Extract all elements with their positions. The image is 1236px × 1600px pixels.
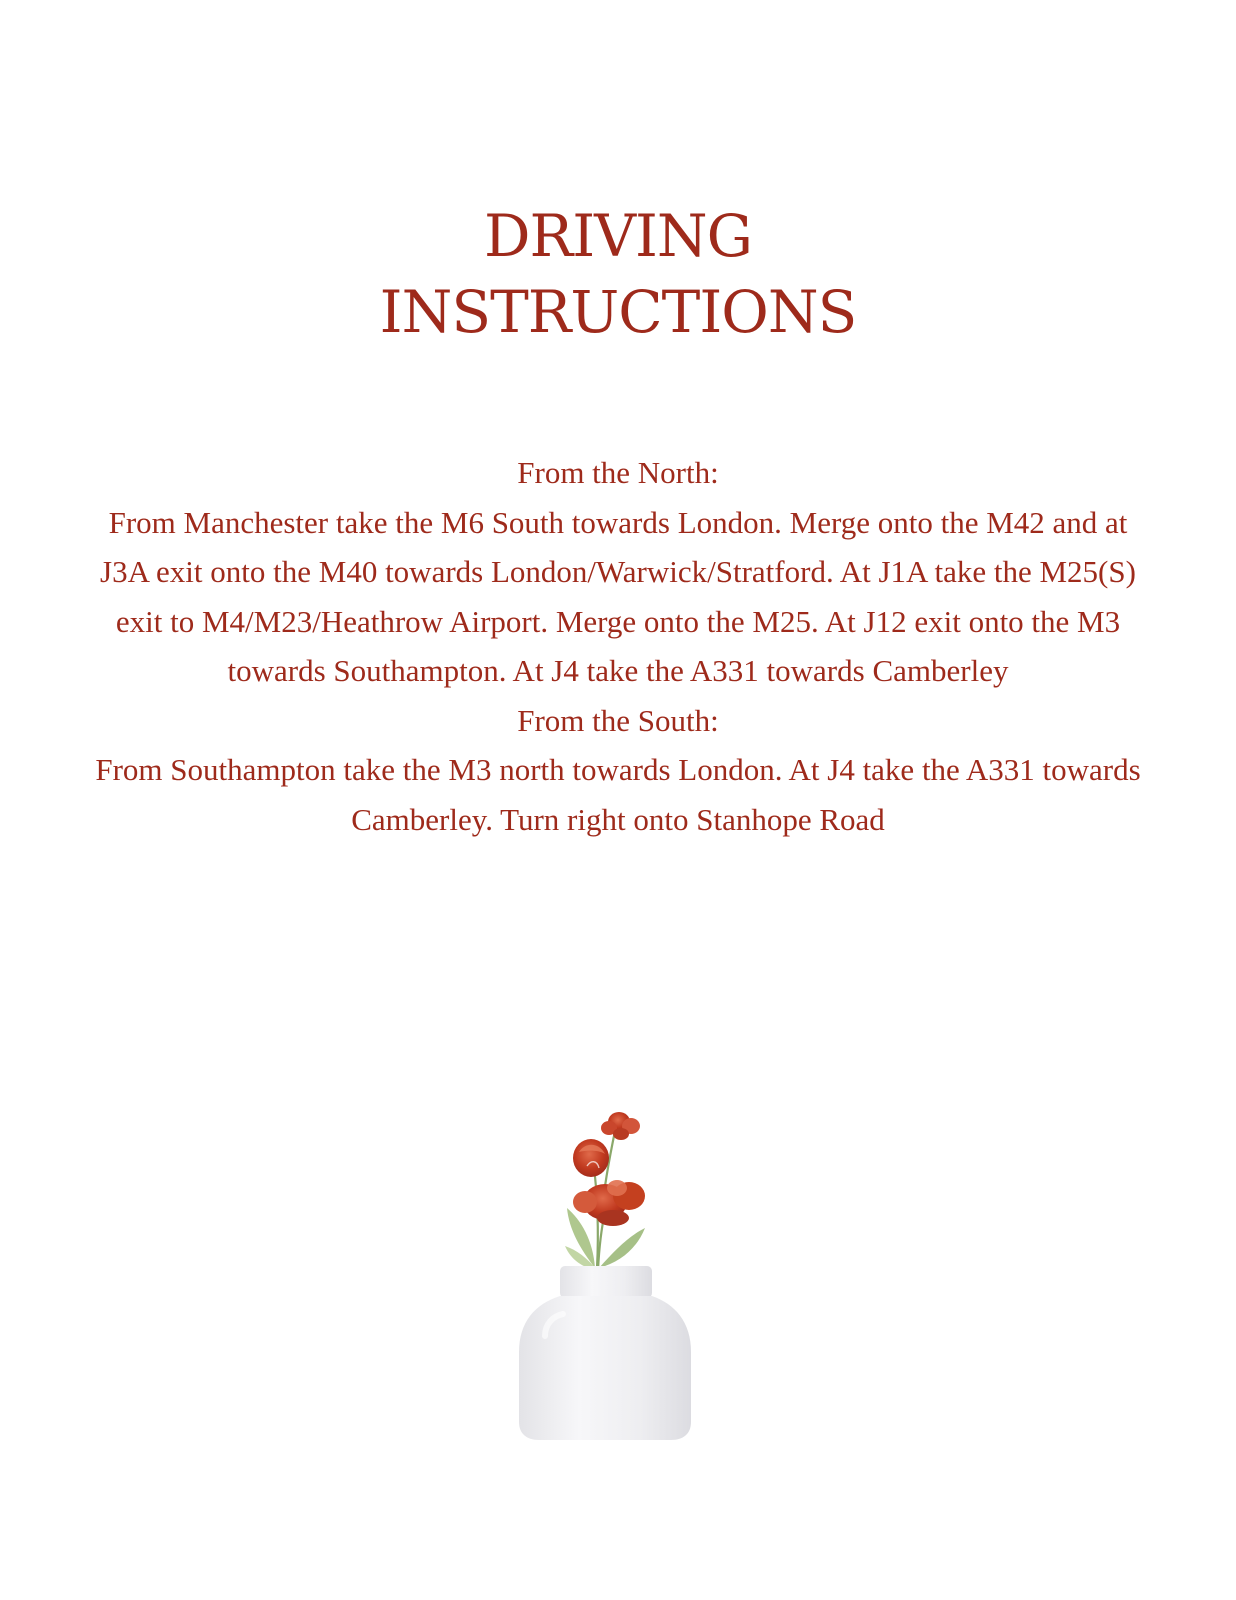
flower-vase-icon <box>505 1100 705 1460</box>
south-heading: From the South: <box>517 702 719 738</box>
south-directions: From Southampton take the M3 north towards London. At J4 take the A331 towards Camberley. Turn right onto Stanhope Road <box>95 752 1141 837</box>
north-directions: From Manchester take the M6 South towards London. Merge onto the M42 and at J3A exit onto the M40 towards London/Warwick/Stratford. At J1A take the M25(S) exit to M4/M23/Heathrow Airport. Merge onto the M25. At J12 exit onto the M3 towards Southampton. At J4 take the A331 towards Camberley <box>100 504 1136 688</box>
directions-body <box>80 448 1156 844</box>
title-line-2: INSTRUCTIONS <box>379 278 857 346</box>
page-title <box>0 198 1236 350</box>
north-heading: From the North: <box>517 455 719 490</box>
title-line-1: DRIVING <box>484 202 752 270</box>
